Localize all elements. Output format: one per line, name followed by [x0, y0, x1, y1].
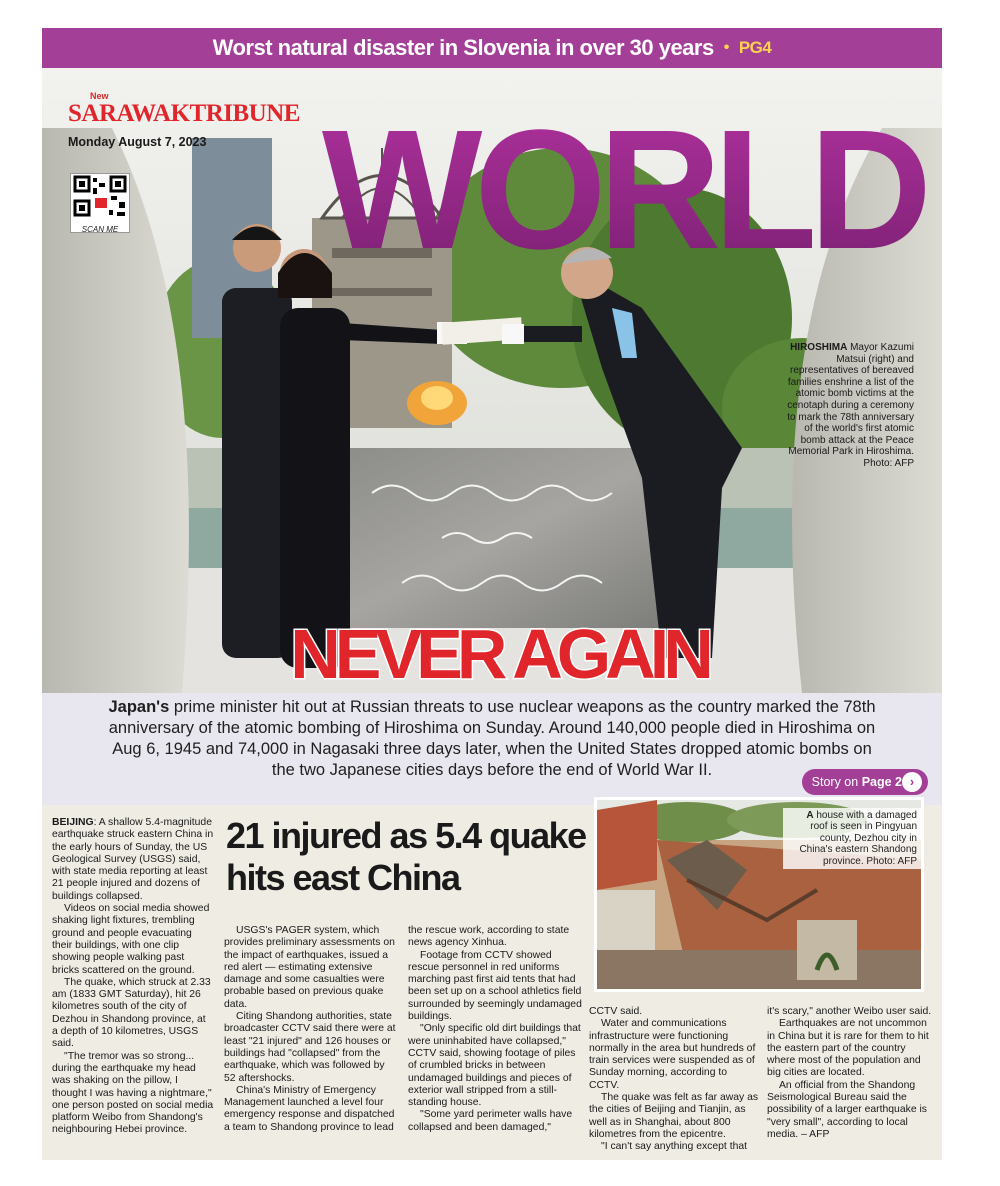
- article-paragraph: Citing Shandong authorities, state broadcaster CCTV said there were at least "21 injured" and 126 houses or buildings had "collapsed" from the earthquake, which was followed by 52 aftershocks.: [224, 1011, 396, 1084]
- article-paragraph: Footage from CCTV showed rescue personnel in red uniforms marching past first aid tents that had been set up on a school athletics field surrounded by seemingly undamaged buildings.: [408, 949, 582, 1023]
- article-paragraph: USGS's PAGER system, which provides preliminary assessments on the impact of earthquakes, issued a red alert — estimating extensive damage and some casualties were probable based on previous quake data.: [224, 925, 395, 1010]
- qr-code[interactable]: [70, 173, 130, 233]
- article-paragraph: "Only specific old dirt buildings that were uninhabited have collapsed," CCTV said, showing footage of piles of crumbled bricks in between undamaged buildings and pieces of exterior wall stripped from a still-standing house.: [408, 1023, 581, 1109]
- story-link-label: Story on: [811, 775, 862, 789]
- article-paragraph: Videos on social media showed shaking light fixtures, trembling ground and people evacuating their buildings, with one clip showing people walking past bricks scattered on the ground.: [52, 903, 210, 976]
- qr-code-icon: [71, 174, 129, 218]
- article-paragraph: "The tremor was so strong... during the earthquake my head was shaking on the pillow, I thought I was having a nightmare," one person posted on social media platform Weibo from Shandong's neighbouring Hebei province.: [52, 1050, 214, 1136]
- hero-caption-text: Mayor Kazumi Matsui (right) and representatives of bereaved families enshrine a list of the atomic bomb victims at the cenotaph during a ceremony to mark the 78th anniversary of the world's first atomic bomb attack at the Peace Memorial Park in Hiroshima. Photo: AFP: [787, 342, 914, 469]
- intro-lead: Japan's: [108, 698, 170, 716]
- article-paragraph: Earthquakes are not uncommon in China but it is rare for them to hit the eastern part of the country where most of the population and big cities are located.: [767, 1018, 929, 1079]
- masthead-date: Monday August 7, 2023: [68, 135, 207, 149]
- article-paragraph: "I can't say anything except that: [601, 1141, 748, 1153]
- article-paragraph: "Some yard perimeter walls have collapsed and been damaged,": [408, 1109, 573, 1133]
- hero-photo: [42, 68, 942, 693]
- article-dateline: BEIJING: [52, 817, 94, 828]
- article-paragraph: Water and communications infrastructure were functioning normally in the area but hundreds of train services were suspended as of Sunday morning, according to CCTV.: [589, 1018, 756, 1091]
- article-paragraph: the rescue work, according to state news agency Xinhua.: [408, 925, 570, 949]
- masthead-name-part-1: SARAWAK: [68, 100, 190, 127]
- article-paragraph: China's Ministry of Emergency Management launched a level four emergency response and dispatched a team to Shandong province to lead: [224, 1084, 395, 1133]
- article-column-2: [224, 925, 396, 1134]
- quake-caption-lead: A: [806, 810, 814, 821]
- intro-text: prime minister hit out at Russian threats to use nuclear weapons as the country marked the 78th anniversary of the atomic bombing of Hiroshima on Sunday. Around 140,000 people died in Hiroshima on Aug 6, 1945 and 74,000 in Nagasaki three days later, when the United States dropped atomic bombs on the two Japanese cities days before the end of World War II.: [108, 698, 876, 779]
- article-paragraph: An official from the Shandong Seismological Bureau said the possibility of a larger earthquake is "very small", according to local media. – AFP: [767, 1079, 927, 1140]
- hero-intro: [42, 693, 942, 805]
- earthquake-article: [42, 805, 942, 1160]
- qr-label: SCAN ME: [81, 225, 119, 234]
- article-paragraph: CCTV said.: [589, 1006, 643, 1017]
- world-section-title: WORLD: [321, 95, 924, 285]
- top-banner[interactable]: [42, 28, 942, 68]
- masthead-logo: [68, 100, 300, 127]
- article-paragraph: The quake, which struck at 2.33 am (1833 GMT Saturday), hit 26 kilometres south of the city of Dezhou in Shandong province, at a depth of 10 kilometres, USGS said.: [52, 976, 211, 1050]
- masthead-small-word: New: [90, 91, 109, 101]
- article-column-3: [408, 925, 582, 1134]
- masthead[interactable]: [68, 91, 300, 149]
- chevron-right-icon: ›: [902, 772, 922, 792]
- article-column-4: [589, 1006, 759, 1154]
- quake-photo-caption: [783, 808, 921, 869]
- article-paragraph: BEIJING: A shallow 5.4-magnitude earthquake struck eastern China in the early hours of Sunday, the US Geological Survey (USGS) said, with state media reporting at least 21 people injured and dozens of buildings collapsed.: [52, 817, 214, 902]
- intro-paragraph: [102, 697, 882, 781]
- article-column-1: [52, 817, 214, 1137]
- banner-separator: •: [723, 39, 729, 56]
- story-link-page: Page 2: [861, 775, 902, 789]
- banner-headline: Worst natural disaster in Slovenia in over 30 years: [212, 35, 714, 60]
- article-headline: 21 injured as 5.4 quake hits east China: [226, 815, 586, 898]
- banner-page-ref: PG4: [738, 38, 772, 57]
- quake-caption-text: house with a damaged roof is seen in Pingyuan county, Dezhou city in China's eastern Shandong province. Photo: AFP: [799, 810, 917, 867]
- hero-headline: NEVER AGAIN: [290, 615, 708, 693]
- masthead-name-part-2: TRIBUNE: [189, 100, 300, 127]
- article-paragraph: The quake was felt as far away as the cities of Beijing and Tianjin, as well as in Shanghai, about 800 kilometres from the epicentre.: [589, 1092, 759, 1140]
- damaged-house-photo: [594, 797, 924, 992]
- hero-caption-lead: HIROSHIMA: [790, 342, 848, 353]
- article-column-5: [767, 1006, 935, 1141]
- article-paragraph: it's scary," another Weibo user said.: [767, 1006, 932, 1017]
- story-link-button[interactable]: [802, 769, 928, 795]
- hero-caption: [782, 342, 914, 470]
